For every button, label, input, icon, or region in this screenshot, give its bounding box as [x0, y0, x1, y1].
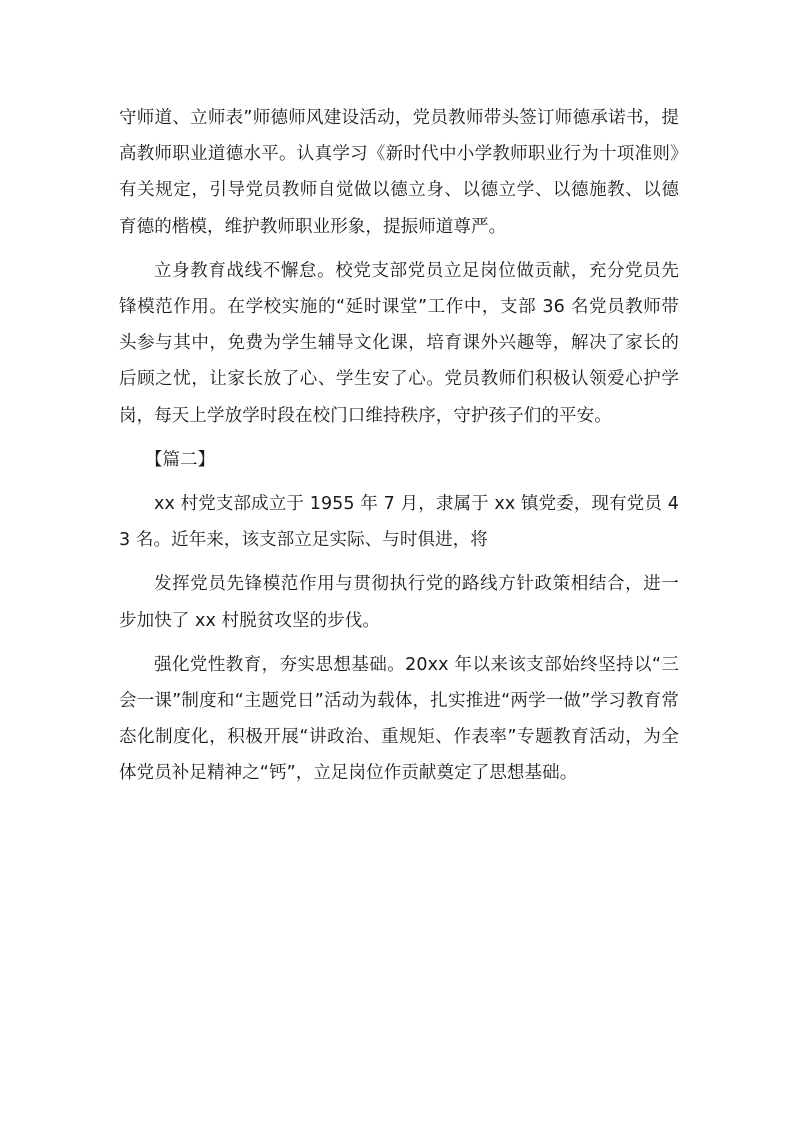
paragraph-vanguard-role: 发挥党员先锋模范作用与贯彻执行党的路线方针政策相结合，进一步加快了 xx 村脱贫攻坚的步伐。 — [119, 574, 679, 631]
paragraph-party-education: 强化党性教育，夯实思想基础。20xx 年以来该支部始终坚持以“三会一课”制度和“主题党日”活动为载体，扎实推进“两学一做”学习教育常态化制度化，积极开展“讲政治、重规矩、作表率”专题教育活动，为全体党员补足精神之“钙”，立足岗位作贡献奠定了思想基础。 — [119, 654, 679, 784]
document-body — [119, 100, 679, 792]
paragraph-education-front: 立身教育战线不懈怠。校党支部党员立足岗位做贡献，充分党员先锋模范作用。在学校实施的“延时课堂”工作中，支部 36 名党员教师带头参与其中，免费为学生辅导文化课，培育课外兴趣等，解决了家长的后顾之忧，让家长放了心、学生安了心。党员教师们积极认领爱心护学岗，每天上学放学时段在校门口维持秩序，守护孩子们的平安。 — [119, 260, 679, 426]
section-heading-part-two: 【篇二】 — [145, 449, 215, 470]
paragraph-teacher-ethics: 守师道、立师表”师德师风建设活动，党员教师带头签订师德承诺书，提高教师职业道德水平。认真学习《新时代中小学教师职业行为十项准则》有关规定，引导党员教师自觉做以德立身、以德立学、以德施教、以德育德的楷模，维护教师职业形象，提振师道尊严。 — [119, 108, 679, 237]
paragraph-village-branch: xx 村党支部成立于 1955 年 7 月，隶属于 xx 镇党委，现有党员 43 名。近年来，该支部立足实际、与时俱进，将 — [119, 494, 679, 551]
